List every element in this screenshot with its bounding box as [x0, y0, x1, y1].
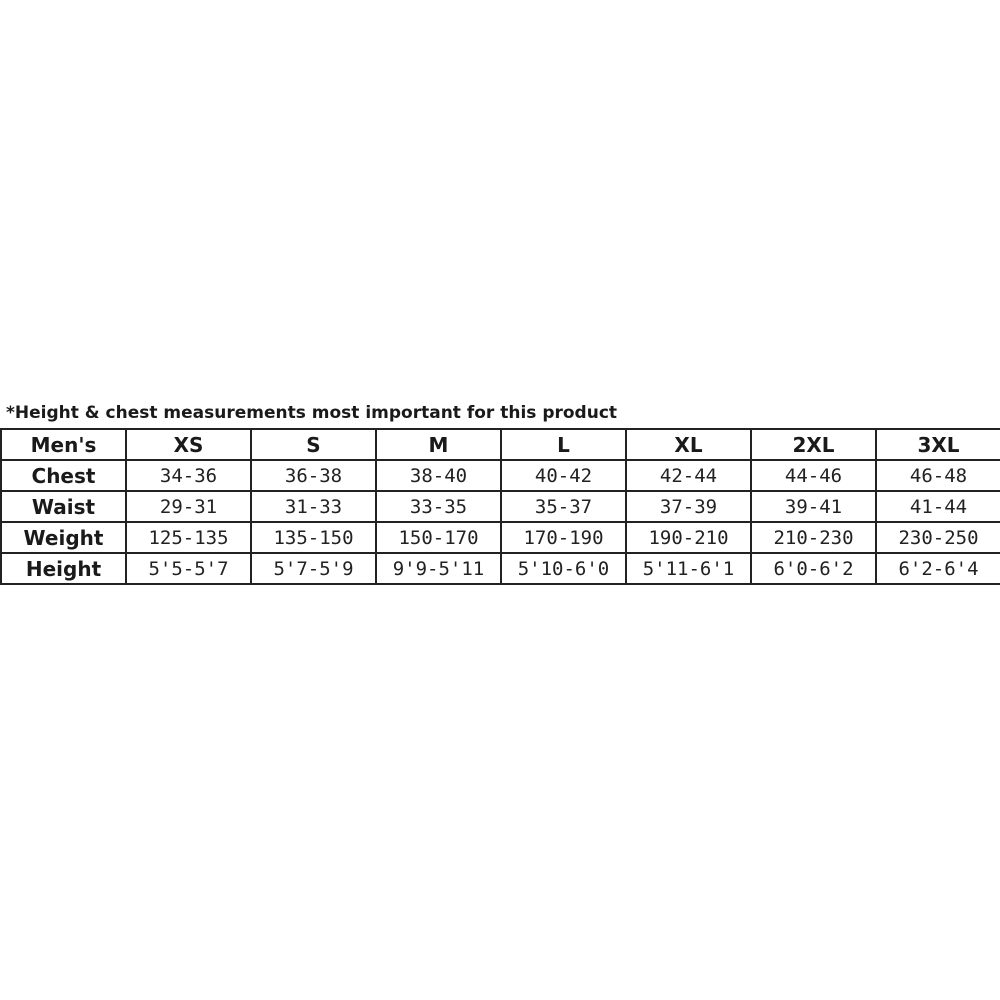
table-row-chest [1, 460, 1000, 491]
table-cell: 42-44 [626, 460, 751, 491]
size-header-m: M [376, 429, 501, 460]
size-header-xl: XL [626, 429, 751, 460]
table-cell: 170-190 [501, 522, 626, 553]
table-cell: 33-35 [376, 491, 501, 522]
corner-label: Men's [1, 429, 126, 460]
table-cell: 37-39 [626, 491, 751, 522]
table-cell: 230-250 [876, 522, 1000, 553]
table-cell: 41-44 [876, 491, 1000, 522]
table-cell: 36-38 [251, 460, 376, 491]
table-cell: 6'0-6'2 [751, 553, 876, 584]
table-cell: 35-37 [501, 491, 626, 522]
size-header-3xl: 3XL [876, 429, 1000, 460]
size-header-xs: XS [126, 429, 251, 460]
table-cell: 39-41 [751, 491, 876, 522]
table-cell: 6'2-6'4 [876, 553, 1000, 584]
table-cell: 38-40 [376, 460, 501, 491]
table-cell: 46-48 [876, 460, 1000, 491]
table-row-waist [1, 491, 1000, 522]
row-label-chest: Chest [1, 460, 126, 491]
table-cell: 44-46 [751, 460, 876, 491]
table-cell: 5'11-6'1 [626, 553, 751, 584]
table-cell: 150-170 [376, 522, 501, 553]
row-label-weight: Weight [1, 522, 126, 553]
table-cell: 135-150 [251, 522, 376, 553]
measurement-note: *Height & chest measurements most important for this product [6, 403, 618, 423]
table-cell: 190-210 [626, 522, 751, 553]
table-cell: 40-42 [501, 460, 626, 491]
table-cell: 9'9-5'11 [376, 553, 501, 584]
table-cell: 34-36 [126, 460, 251, 491]
table-row-height [1, 553, 1000, 584]
table-cell: 210-230 [751, 522, 876, 553]
size-header-2xl: 2XL [751, 429, 876, 460]
table-row-weight [1, 522, 1000, 553]
header-row [1, 429, 1000, 460]
table-cell: 5'7-5'9 [251, 553, 376, 584]
table-cell: 125-135 [126, 522, 251, 553]
table-cell: 5'10-6'0 [501, 553, 626, 584]
size-chart-table [0, 428, 1000, 585]
size-header-l: L [501, 429, 626, 460]
size-header-s: S [251, 429, 376, 460]
table-cell: 5'5-5'7 [126, 553, 251, 584]
table-cell: 31-33 [251, 491, 376, 522]
table-cell: 29-31 [126, 491, 251, 522]
row-label-height: Height [1, 553, 126, 584]
row-label-waist: Waist [1, 491, 126, 522]
